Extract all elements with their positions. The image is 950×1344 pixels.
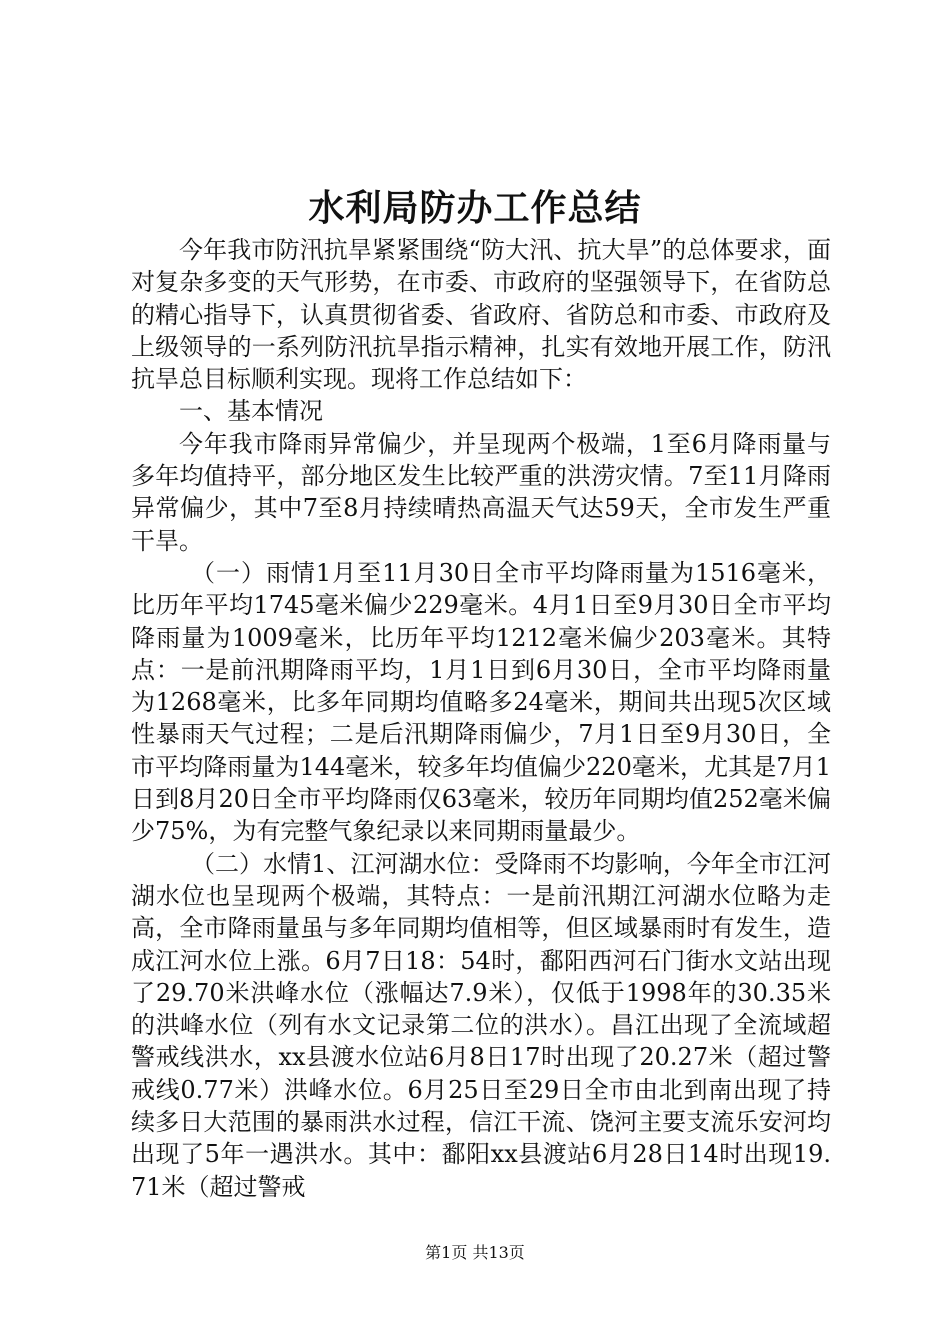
document-title: 水利局防办工作总结	[308, 187, 642, 229]
paragraph-rainfall: （一）雨情1月至11月30日全市平均降雨量为1516毫米，比历年平均1745毫米偏少229毫米。4月1日至9月30日全市平均降雨量为1009毫米，比历年平均1212毫米偏少203毫米。其特点：一是前汛期降雨平均，1月1日到6月30日，全市平均降雨量为1268毫米，比多年同期均值略多24毫米，期间共出现5次区域性暴雨天气过程；二是后汛期降雨偏少，7月1日至9月30日，全市平均降雨量为144毫米，较多年均值偏少220毫米，尤其是7月1日到8月20日全市平均降雨仅63毫米，较历年同期均值252毫米偏少75%，为有完整气象纪录以来同期雨量最少。	[131, 558, 831, 846]
paragraph-overview: 今年我市降雨异常偏少，并呈现两个极端，1至6月降雨量与多年均值持平，部分地区发生比较严重的洪涝灾情。7至11月降雨异常偏少，其中7至8月持续晴热高温天气达59天，全市发生严重干旱。	[131, 429, 831, 555]
page-footer: 第1页 共13页	[425, 1243, 525, 1262]
paragraph-intro: 今年我市防汛抗旱紧紧围绕“防大汛、抗大旱”的总体要求，面对复杂多变的天气形势，在市委、市政府的坚强领导下，在省防总的精心指导下，认真贯彻省委、省政府、省防总和市委、市政府及上级领导的一系列防汛抗旱指示精神，扎实有效地开展工作，防汛抗旱总目标顺利实现。现将工作总结如下：	[131, 236, 831, 394]
document-body	[131, 234, 831, 1203]
paragraph-water-level: （二）水情1、江河湖水位：受降雨不均影响，今年全市江河湖水位也呈现两个极端，其特点：一是前汛期江河湖水位略为走高，全市降雨量虽与多年同期均值相等，但区域暴雨时有发生，造成江河水位上涨。6月7日18：54时，鄱阳西河石门街水文站出现了29.70米洪峰水位（涨幅达7.9米），仅低于1998年的30.35米的洪峰水位（列有水文记录第二位的洪水）。昌江出现了全流域超警戒线洪水，xx县渡水位站6月8日17时出现了20.27米（超过警戒线0.77米）洪峰水位。6月25日至29日全市由北到南出现了持续多日大范围的暴雨洪水过程，信江干流、饶河主要支流乐安河均出现了5年一遇洪水。其中：鄱阳xx县渡站6月28日14时出现19.71米（超过警戒	[131, 849, 831, 1201]
section-heading-basic-situation: 一、基本情况	[179, 397, 323, 426]
